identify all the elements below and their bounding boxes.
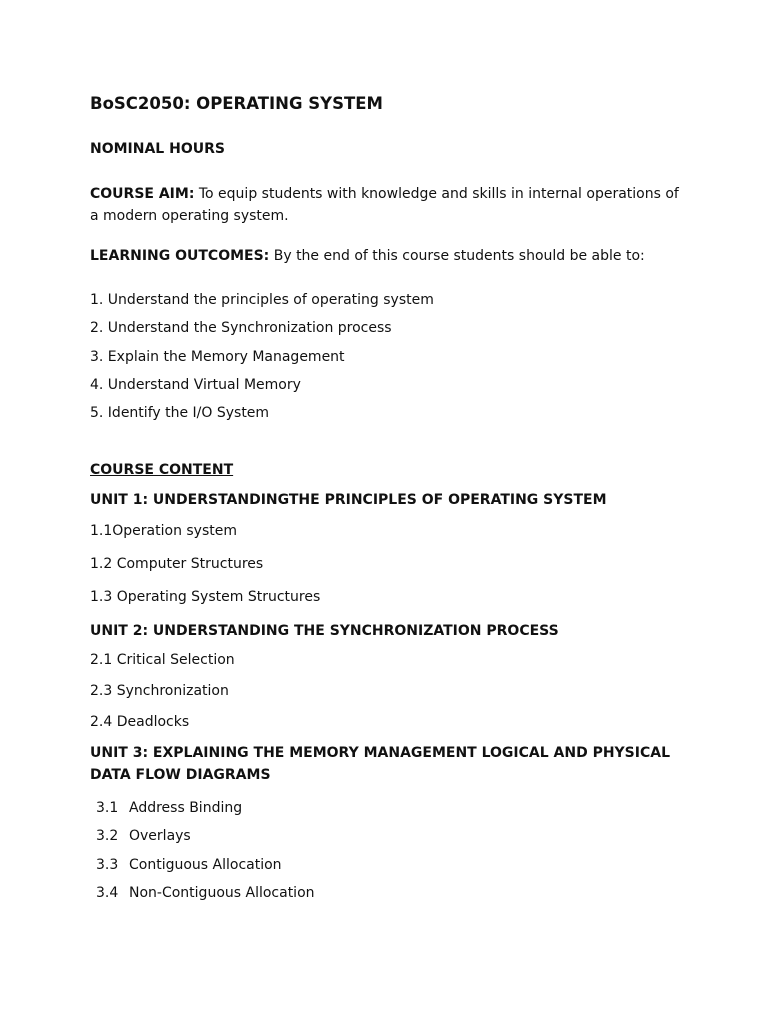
unit-1-topic: 1.2 Computer Structures	[90, 556, 264, 572]
topic-text: Overlays	[129, 828, 191, 844]
unit-1-topic: 1.3 Operating System Structures	[90, 589, 321, 605]
outcome-item: 1. Understand the principles of operating system	[90, 292, 434, 308]
unit-1-topic: 1.1Operation system	[90, 523, 237, 539]
learning-outcomes-label: LEARNING OUTCOMES:	[90, 248, 270, 264]
unit-2-topic: 2.4 Deadlocks	[90, 714, 190, 730]
topic-text: Address Binding	[129, 800, 243, 816]
unit-2-topic: 2.1 Critical Selection	[90, 652, 235, 668]
unit-2-topic: 2.3 Synchronization	[90, 683, 229, 699]
course-aim-text: To equip students with knowledge and skills in internal operations of a modern operating system.	[90, 186, 679, 224]
topic-text: Non-Contiguous Allocation	[129, 885, 315, 901]
unit-3-topic	[96, 800, 242, 816]
topic-number: 3.4	[96, 885, 119, 901]
outcome-item: 2. Understand the Synchronization process	[90, 320, 392, 337]
course-aim-label: COURSE AIM:	[90, 186, 195, 202]
learning-outcomes-text: By the end of this course students should be able to:	[269, 248, 645, 264]
learning-outcomes-list	[90, 290, 434, 431]
topic-number: 3.1	[96, 800, 119, 816]
topic-text: Contiguous Allocation	[129, 857, 282, 873]
course-aim-paragraph	[90, 183, 680, 227]
course-title: BoSC2050: OPERATING SYSTEM	[90, 94, 383, 113]
outcome-item: 3. Explain the Memory Management	[90, 348, 345, 365]
outcome-item: 4. Understand Virtual Memory	[90, 376, 301, 393]
topic-number: 3.2	[96, 828, 119, 844]
nominal-hours-heading: NOMINAL HOURS	[90, 141, 225, 157]
unit-3-heading: UNIT 3: EXPLAINING THE MEMORY MANAGEMENT LOGICAL AND PHYSICAL DATA FLOW DIAGRAMS	[90, 745, 671, 783]
learning-outcomes-paragraph	[90, 248, 645, 264]
unit-2-heading: UNIT 2: UNDERSTANDING THE SYNCHRONIZATION PROCESS	[90, 623, 559, 639]
unit-3-topic	[96, 828, 191, 844]
unit-3-topic	[96, 857, 282, 873]
unit-3-topic	[96, 885, 315, 901]
topic-number: 3.3	[96, 857, 119, 873]
outcome-item: 5. Identify the I/O System	[90, 405, 270, 422]
unit-1-heading: UNIT 1: UNDERSTANDINGTHE PRINCIPLES OF OPERATING SYSTEM	[90, 492, 607, 508]
course-content-heading: COURSE CONTENT	[90, 462, 234, 478]
